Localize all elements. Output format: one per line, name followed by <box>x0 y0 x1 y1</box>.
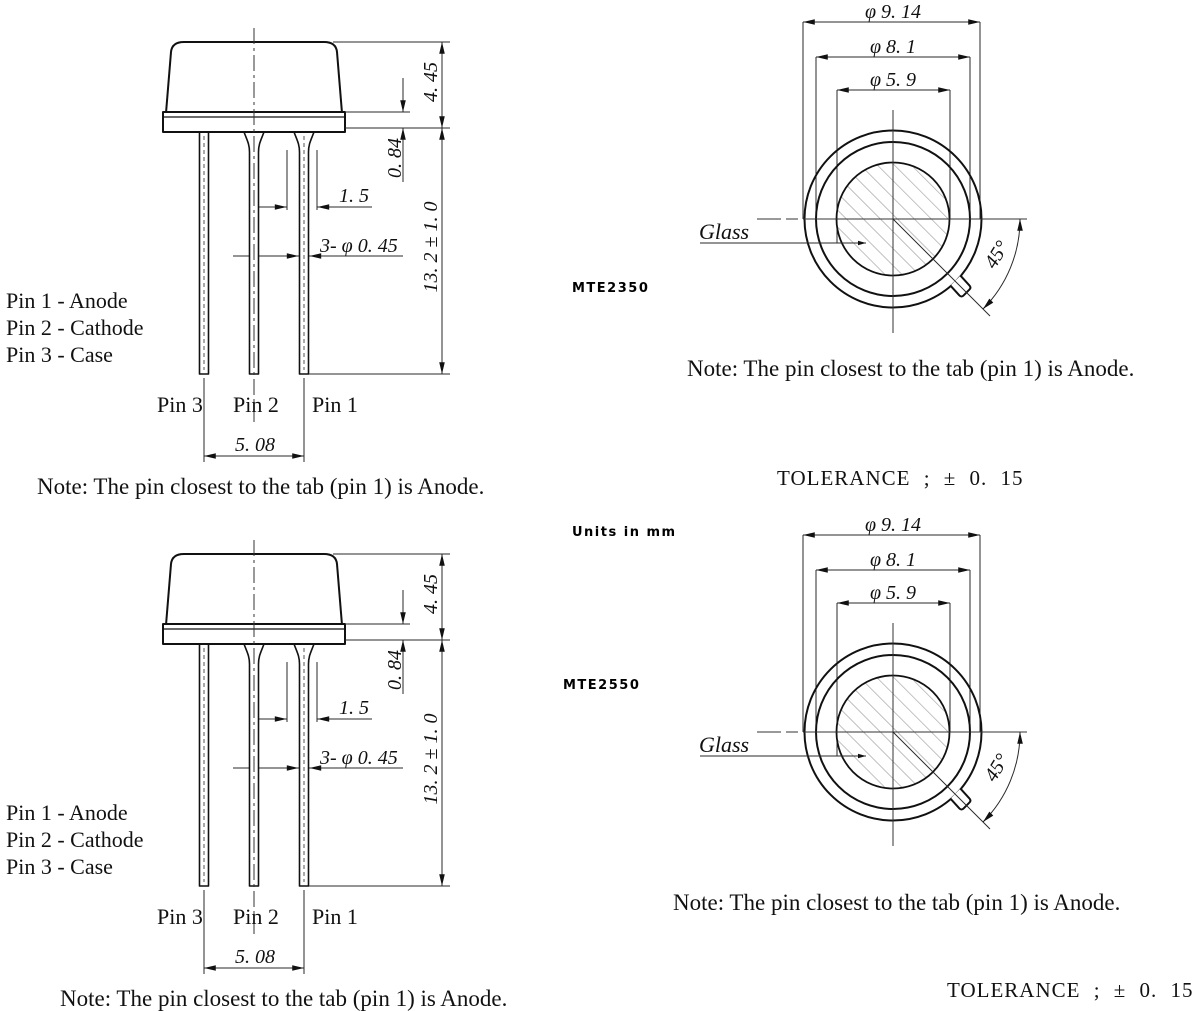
part-number-mte2550: MTE2550 <box>563 678 641 693</box>
glass-label: Glass <box>699 219 750 244</box>
dim-cap-height-label: 4. 45 <box>420 62 442 102</box>
note-top-view-top: Note: The pin closest to the tab (pin 1) is Anode. <box>687 356 1135 381</box>
side-view-mte2350 <box>6 28 450 462</box>
tolerance-bottom: TOLERANCE ; ± 0. 15 <box>947 978 1194 1002</box>
pin-2-label: Pin 2 <box>233 392 279 417</box>
pin-3-lead <box>200 132 209 374</box>
top-view-mte2350 <box>699 1 1027 333</box>
note-side-view-bottom: Note: The pin closest to the tab (pin 1) is Anode. <box>60 986 508 1011</box>
dim-lead-diameter-label: 3- φ 0. 45 <box>320 235 398 257</box>
pin-assignment-cathode: Pin 2 - Cathode <box>6 315 144 340</box>
dim-lead-taper-label: 1. 5 <box>339 185 369 207</box>
pin-assignment-case: Pin 3 - Case <box>6 342 113 367</box>
dim-outer-diameter-label: φ 9. 14 <box>864 1 922 23</box>
units-label: Units in mm <box>572 525 677 540</box>
side-view-mte2550 <box>6 540 450 974</box>
dim-glass-diameter-label: φ 5. 9 <box>869 69 917 91</box>
dim-lead-span-label: 5. 08 <box>235 434 275 456</box>
pin-1-label: Pin 1 <box>312 392 358 417</box>
top-view-mte2550 <box>699 514 1027 846</box>
note-top-view-bottom: Note: The pin closest to the tab (pin 1) is Anode. <box>673 890 1121 915</box>
tab-angle-label: 45° <box>980 237 1014 273</box>
pin-assignment-anode: Pin 1 - Anode <box>6 288 128 313</box>
pin-1-lead <box>294 132 314 374</box>
dim-lead-length-label: 13. 2 ± 1. 0 <box>420 201 442 293</box>
note-side-view-top: Note: The pin closest to the tab (pin 1) is Anode. <box>37 474 485 499</box>
tolerance-top: TOLERANCE ; ± 0. 15 <box>777 466 1024 490</box>
dim-case-diameter-label: φ 8. 1 <box>869 36 917 58</box>
dim-flange-thickness-label: 0. 84 <box>384 138 406 178</box>
part-number-mte2350: MTE2350 <box>572 281 650 296</box>
pin-3-label: Pin 3 <box>157 392 203 417</box>
